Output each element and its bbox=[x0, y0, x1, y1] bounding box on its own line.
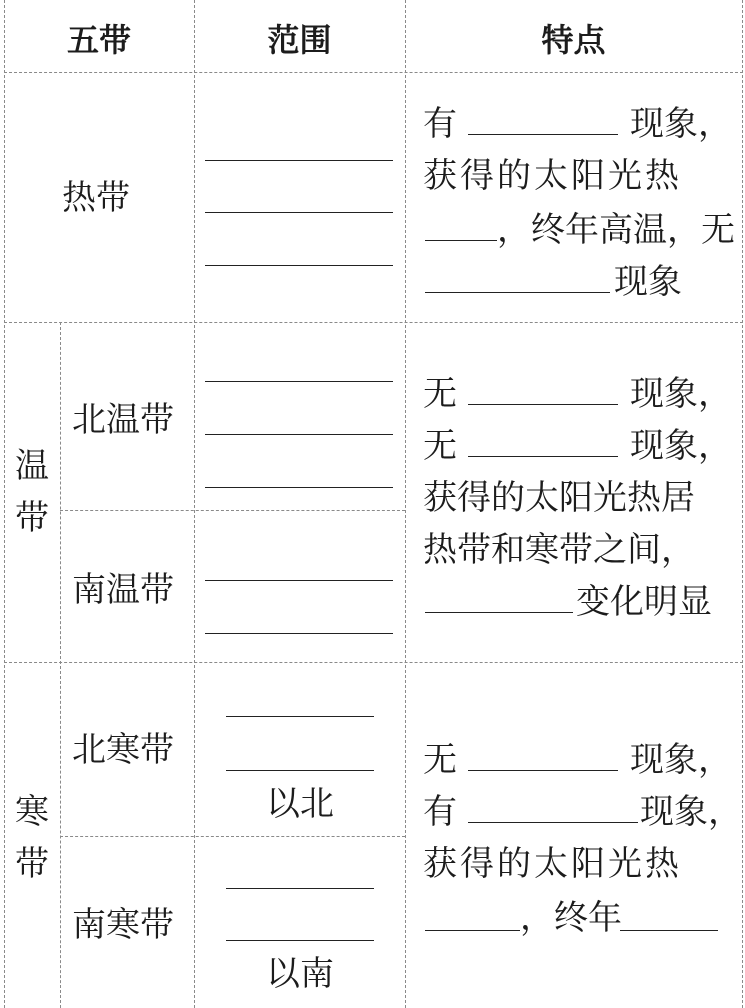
north-suffix: 以北 bbox=[266, 784, 334, 824]
feature-blank[interactable] bbox=[425, 240, 497, 241]
feature-text: 获得的太阳光热 bbox=[423, 844, 682, 884]
feature-blank[interactable] bbox=[620, 930, 718, 931]
grid-line bbox=[60, 510, 405, 511]
feature-blank[interactable] bbox=[425, 612, 573, 613]
grid-line bbox=[194, 0, 195, 1008]
range-blank[interactable] bbox=[205, 434, 393, 435]
range-blank[interactable] bbox=[205, 212, 393, 213]
feature-text: 现象， bbox=[640, 792, 742, 832]
feature-text: 现象， bbox=[630, 740, 732, 780]
feature-text: 无 bbox=[423, 426, 457, 466]
feature-text: 获得的太阳光热 bbox=[423, 156, 682, 196]
north-temperate-label: 北温带 bbox=[72, 400, 174, 440]
feature-text: 无 bbox=[423, 374, 457, 414]
north-frigid-label: 北寒带 bbox=[72, 730, 174, 770]
range-blank[interactable] bbox=[226, 888, 374, 889]
range-blank[interactable] bbox=[226, 770, 374, 771]
feature-text: 有 bbox=[423, 104, 457, 144]
feature-text: 现象， bbox=[630, 426, 732, 466]
feature-text: 现象， bbox=[630, 104, 732, 144]
header-range: 范围 bbox=[267, 21, 332, 59]
feature-text: 有 bbox=[423, 792, 457, 832]
range-blank[interactable] bbox=[205, 487, 393, 488]
feature-text: 现象 bbox=[614, 262, 682, 302]
grid-line bbox=[4, 72, 743, 73]
feature-text: 无 bbox=[423, 740, 457, 780]
feature-text: 获得的太阳光热居 bbox=[423, 478, 695, 518]
feature-blank[interactable] bbox=[468, 770, 618, 771]
grid-line bbox=[60, 322, 61, 1008]
grid-line bbox=[60, 836, 405, 837]
header-zone: 五带 bbox=[66, 21, 131, 59]
grid-line bbox=[4, 0, 5, 1008]
feature-blank[interactable] bbox=[468, 822, 638, 823]
feature-blank[interactable] bbox=[425, 930, 520, 931]
feature-text: ，终年高温，无 bbox=[497, 210, 735, 250]
range-blank[interactable] bbox=[205, 160, 393, 161]
frigid-group-char: 带 bbox=[15, 844, 49, 884]
feature-blank[interactable] bbox=[468, 456, 618, 457]
temperate-group-char: 温 bbox=[15, 446, 49, 486]
feature-text: 变化明显 bbox=[576, 582, 712, 622]
temperate-group-char: 带 bbox=[15, 498, 49, 538]
feature-text: ，终年 bbox=[520, 898, 622, 938]
header-features: 特点 bbox=[541, 21, 606, 59]
feature-text: 热带和寒带之间， bbox=[423, 530, 695, 570]
feature-blank[interactable] bbox=[468, 404, 618, 405]
feature-blank[interactable] bbox=[425, 292, 610, 293]
range-blank[interactable] bbox=[226, 716, 374, 717]
feature-blank[interactable] bbox=[468, 134, 618, 135]
range-blank[interactable] bbox=[205, 580, 393, 581]
south-frigid-label: 南寒带 bbox=[72, 905, 174, 945]
range-blank[interactable] bbox=[205, 381, 393, 382]
frigid-group-char: 寒 bbox=[15, 792, 49, 832]
range-blank[interactable] bbox=[205, 265, 393, 266]
tropical-label: 热带 bbox=[62, 178, 130, 218]
grid-line bbox=[4, 662, 743, 663]
grid-line bbox=[4, 322, 743, 323]
grid-line bbox=[742, 0, 743, 1008]
grid-line bbox=[405, 0, 406, 1008]
range-blank[interactable] bbox=[205, 633, 393, 634]
range-blank[interactable] bbox=[226, 940, 374, 941]
south-temperate-label: 南温带 bbox=[72, 570, 174, 610]
south-suffix: 以南 bbox=[266, 954, 334, 994]
feature-text: 现象， bbox=[630, 374, 732, 414]
